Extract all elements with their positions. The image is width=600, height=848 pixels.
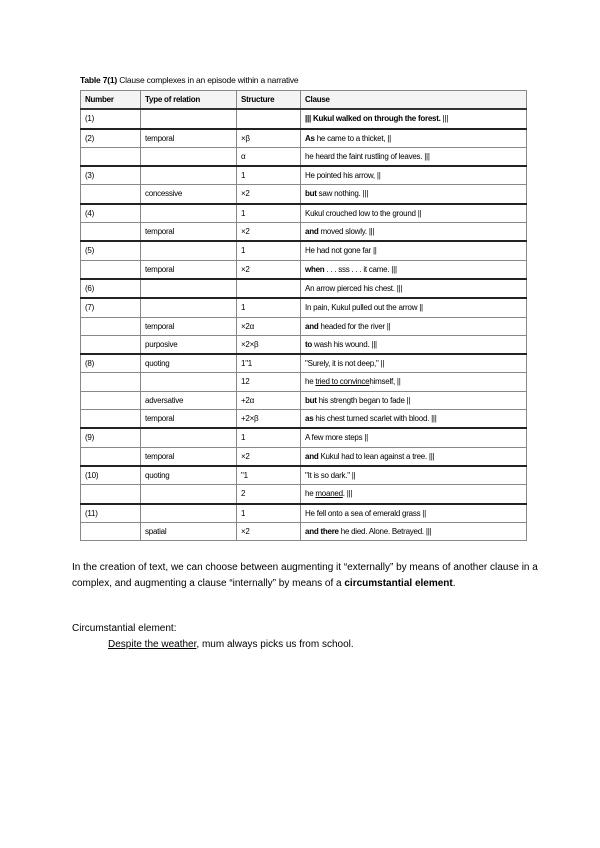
cell-structure: ×2 (237, 185, 301, 204)
table-caption-text: Clause complexes in an episode within a narrative (119, 75, 299, 85)
table-row (81, 447, 527, 466)
cell-clause (301, 317, 527, 335)
cell-relation (141, 147, 237, 166)
clause-post: he heard the faint rustling of leaves. ||| (305, 151, 430, 161)
cell-structure: 12 (237, 373, 301, 391)
cell-relation: purposive (141, 335, 237, 354)
table-row (81, 166, 527, 185)
cell-clause (301, 391, 527, 409)
clause-post: saw nothing. ||| (316, 189, 369, 199)
cell-relation: temporal (141, 317, 237, 335)
clause-bold: ||| Kukul walked on through the forest. (305, 114, 441, 124)
cell-number (81, 522, 141, 540)
clause-post: He had not gone far || (305, 246, 377, 256)
cell-clause (301, 279, 527, 298)
example-label: Circumstantial element: (72, 623, 177, 634)
clause-post: his chest turned scarlet with blood. ||| (313, 414, 437, 424)
clause-bold: As (305, 133, 315, 143)
table-row (81, 241, 527, 260)
cell-clause (301, 428, 527, 447)
clause-post: A few more steps || (305, 433, 368, 443)
cell-number (81, 223, 141, 242)
table-row (81, 147, 527, 166)
clause-bold: but (305, 189, 317, 199)
cell-number (81, 373, 141, 391)
cell-number (81, 147, 141, 166)
cell-clause (301, 504, 527, 523)
clause-bold: and (305, 451, 319, 461)
clause-post: In pain, Kukul pulled out the arrow || (305, 303, 423, 313)
cell-clause (301, 298, 527, 317)
cell-clause (301, 522, 527, 540)
cell-clause (301, 147, 527, 166)
cell-relation: temporal (141, 223, 237, 242)
cell-structure (237, 109, 301, 128)
header-number: Number (81, 91, 141, 110)
table-row (81, 428, 527, 447)
cell-number: (6) (81, 279, 141, 298)
cell-number (81, 335, 141, 354)
clause-post: Kukul crouched low to the ground || (305, 208, 422, 218)
cell-clause (301, 129, 527, 148)
cell-structure (237, 279, 301, 298)
cell-number: (3) (81, 166, 141, 185)
paragraph-intro-end: . (452, 578, 456, 589)
cell-relation (141, 373, 237, 391)
table-row (81, 354, 527, 373)
clause-under: moaned (315, 489, 343, 499)
cell-structure: 1 (237, 428, 301, 447)
header-structure: Structure (237, 91, 301, 110)
cell-number (81, 447, 141, 466)
cell-relation (141, 109, 237, 128)
clause-bold: when (305, 264, 325, 274)
cell-clause (301, 223, 527, 242)
cell-relation (141, 298, 237, 317)
clause-pre: he (305, 377, 316, 387)
cell-relation (141, 279, 237, 298)
cell-structure: 2 (237, 485, 301, 504)
clause-post: Kukul had to lean against a tree. ||| (318, 451, 435, 461)
cell-clause (301, 335, 527, 354)
table-row (81, 391, 527, 409)
circumstantial-element-term: circumstantial element (344, 578, 453, 589)
cell-relation: temporal (141, 410, 237, 429)
cell-relation: spatial (141, 522, 237, 540)
cell-number: (11) (81, 504, 141, 523)
clause-post: "It is so dark." || (305, 470, 356, 480)
cell-number: (1) (81, 109, 141, 128)
cell-structure: 1 (237, 166, 301, 185)
clause-post: ||| (440, 114, 449, 124)
cell-relation (141, 428, 237, 447)
cell-number (81, 391, 141, 409)
clause-under: tried to convince (315, 377, 370, 387)
cell-relation: concessive (141, 185, 237, 204)
table-row (81, 185, 527, 204)
cell-structure: ×2 (237, 223, 301, 242)
cell-relation: quoting (141, 466, 237, 485)
paragraph-intro (72, 560, 552, 592)
cell-number (81, 185, 141, 204)
cell-structure: ×2 (237, 447, 301, 466)
table-caption-label: Table 7(1) (80, 75, 118, 85)
table-row (81, 223, 527, 242)
table-row (81, 504, 527, 523)
clause-bold: and there (305, 526, 339, 536)
cell-number (81, 410, 141, 429)
cell-number: (8) (81, 354, 141, 373)
cell-structure: ×β (237, 129, 301, 148)
cell-structure: ×2 (237, 522, 301, 540)
clause-post: himself, || (369, 377, 401, 387)
cell-relation (141, 485, 237, 504)
cell-relation: temporal (141, 447, 237, 466)
clause-post: He fell onto a sea of emerald grass || (305, 508, 426, 518)
clause-bold: to (305, 339, 313, 349)
clause-post: his strength began to fade || (316, 395, 411, 405)
clause-bold: but (305, 395, 317, 405)
cell-number: (9) (81, 428, 141, 447)
clause-post: he came to a thicket, || (314, 133, 391, 143)
example-circumstance: Despite the weather (108, 639, 197, 650)
table-row (81, 317, 527, 335)
cell-relation (141, 204, 237, 223)
cell-relation: adversative (141, 391, 237, 409)
cell-structure: 1 (237, 504, 301, 523)
cell-number (81, 485, 141, 504)
clause-bold: and (305, 227, 319, 237)
cell-relation (141, 504, 237, 523)
cell-clause (301, 466, 527, 485)
table-row (81, 298, 527, 317)
cell-clause (301, 166, 527, 185)
table-row (81, 260, 527, 279)
clause-post: wash his wound. ||| (312, 339, 377, 349)
header-type-of-relation: Type of relation (141, 91, 237, 110)
cell-structure: 1 (237, 241, 301, 260)
clause-bold: as (305, 414, 314, 424)
clause-post: headed for the river || (318, 321, 391, 331)
example-sentence (108, 637, 354, 653)
cell-structure: α (237, 147, 301, 166)
table-row (81, 522, 527, 540)
cell-clause (301, 485, 527, 504)
paragraph-intro-text: In the creation of text, we can choose between augmenting it “externally” by means of another clause in a complex, and augmenting a clause “internally” by means of a (72, 562, 538, 589)
cell-relation (141, 241, 237, 260)
cell-number: (2) (81, 129, 141, 148)
table-row (81, 485, 527, 504)
cell-number: (5) (81, 241, 141, 260)
table-body (81, 109, 527, 540)
cell-clause (301, 447, 527, 466)
table-row (81, 204, 527, 223)
clause-post: . ||| (342, 489, 353, 499)
cell-clause (301, 241, 527, 260)
cell-clause (301, 185, 527, 204)
table-row (81, 335, 527, 354)
cell-structure: ×2 (237, 260, 301, 279)
clause-post: . . . sss . . . it came. ||| (324, 264, 397, 274)
cell-structure: +2×β (237, 410, 301, 429)
clause-post: "Surely, it is not deep," || (305, 359, 385, 369)
cell-relation (141, 166, 237, 185)
cell-number (81, 317, 141, 335)
cell-structure: ×2×β (237, 335, 301, 354)
cell-structure: +2α (237, 391, 301, 409)
cell-structure: ×2α (237, 317, 301, 335)
table-row (81, 373, 527, 391)
cell-clause (301, 260, 527, 279)
cell-clause (301, 354, 527, 373)
cell-clause (301, 410, 527, 429)
cell-structure: 1 (237, 298, 301, 317)
cell-structure: 1"1 (237, 354, 301, 373)
table-row (81, 410, 527, 429)
cell-number: (10) (81, 466, 141, 485)
table-row (81, 466, 527, 485)
cell-number: (7) (81, 298, 141, 317)
clause-post: moved slowly. ||| (318, 227, 375, 237)
clause-post: he died. Alone. Betrayed. ||| (338, 526, 432, 536)
clause-post: An arrow pierced his chest. ||| (305, 283, 403, 293)
table-row (81, 129, 527, 148)
cell-relation: temporal (141, 129, 237, 148)
cell-structure: "1 (237, 466, 301, 485)
table-row (81, 279, 527, 298)
cell-clause (301, 109, 527, 128)
cell-relation: quoting (141, 354, 237, 373)
clause-complex-table (80, 90, 527, 541)
cell-clause (301, 204, 527, 223)
table-row (81, 109, 527, 128)
cell-number (81, 260, 141, 279)
clause-pre: he (305, 489, 316, 499)
example-rest: , mum always picks us from school. (196, 639, 354, 650)
clause-bold: and (305, 321, 319, 331)
header-clause: Clause (301, 91, 527, 110)
cell-number: (4) (81, 204, 141, 223)
cell-relation: temporal (141, 260, 237, 279)
table-caption (80, 75, 298, 85)
clause-post: He pointed his arrow, || (305, 171, 381, 181)
cell-clause (301, 373, 527, 391)
cell-structure: 1 (237, 204, 301, 223)
table-header-row (81, 91, 527, 110)
